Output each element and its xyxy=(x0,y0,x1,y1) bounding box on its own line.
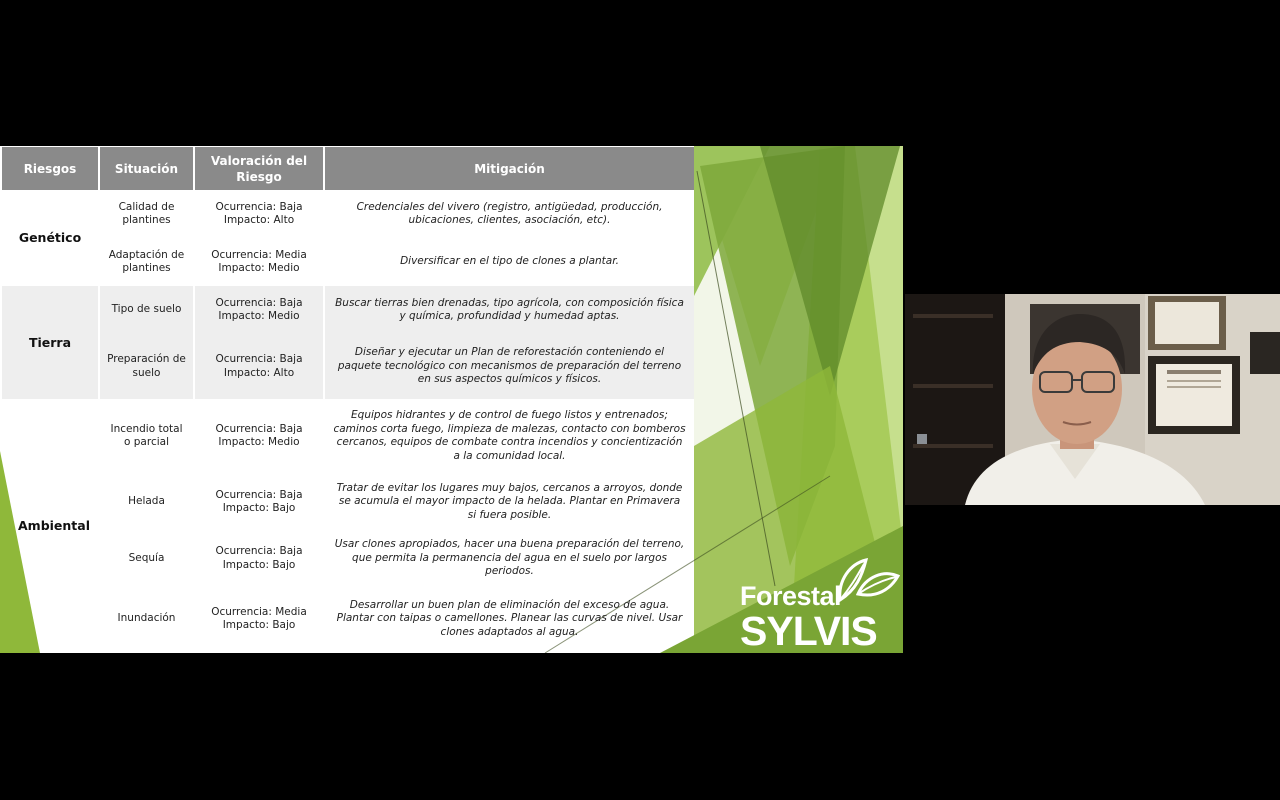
valoracion-cell xyxy=(194,473,324,531)
table-row xyxy=(2,531,694,586)
mitigacion-cell: Credenciales del vivero (registro, antigüedad, producción, ubicaciones, clientes, asociación, etc). xyxy=(356,200,663,226)
category-tierra: Tierra xyxy=(2,286,99,399)
table-row xyxy=(2,190,694,238)
risk-table xyxy=(2,147,694,652)
valoracion-cell xyxy=(194,531,324,586)
situacion-cell: Preparación de suelo xyxy=(99,334,194,399)
impacto-text: Impacto: Alto xyxy=(223,214,295,226)
situacion-cell: Helada xyxy=(99,473,194,531)
table-row xyxy=(2,473,694,531)
impacto-text: Impacto: Bajo xyxy=(222,558,296,571)
impacto-text: Impacto: Medio xyxy=(218,310,300,322)
logo-text-forestal: Forestal xyxy=(740,581,842,611)
impacto-text: Impacto: Alto xyxy=(223,366,295,379)
category-ambiental: Ambiental xyxy=(2,399,99,652)
table-header-row xyxy=(2,147,694,190)
mitigacion-cell: Diseñar y ejecutar un Plan de reforestación conteniendo el paquete tecnológico con mecanismos de preparación del terreno en sus aspectos químicos y físicos. xyxy=(324,334,694,399)
situacion-cell: Inundación xyxy=(99,586,194,652)
presenter-video[interactable] xyxy=(905,294,1280,505)
header-mitigacion: Mitigación xyxy=(324,147,694,190)
situacion-cell: Sequía xyxy=(99,531,194,586)
ocurrencia-text: Ocurrencia: Baja xyxy=(215,200,303,213)
situacion-cell: Adaptación de plantines xyxy=(99,238,194,286)
mitigacion-cell: Equipos hidrantes y de control de fuego listos y entrenados; caminos corta fuego, limpieza de malezas, contacto con bomberos cercanos, equipos de combate contra incendios y concientización a la comunidad local. xyxy=(333,409,686,462)
table-row xyxy=(2,334,694,399)
impacto-text: Impacto: Bajo xyxy=(222,619,296,631)
leaf-logo-icon xyxy=(836,554,900,604)
valoracion-cell xyxy=(194,586,324,652)
valoracion-cell xyxy=(194,334,324,399)
mitigacion-cell: Buscar tierras bien drenadas, tipo agrícola, con composición física y química, profundidad y humedad aptas. xyxy=(324,286,694,334)
ocurrencia-text: Ocurrencia: Media xyxy=(211,248,307,261)
ocurrencia-text: Ocurrencia: Baja xyxy=(215,422,303,435)
header-situacion: Situación xyxy=(99,147,194,190)
mitigacion-cell: Tratar de evitar los lugares muy bajos, cercanos a arroyos, donde se acumula el mayor impacto de la helada. Plantar en Primavera si fuera posible. xyxy=(336,481,683,521)
table-row xyxy=(2,399,694,473)
impacto-text: Impacto: Bajo xyxy=(222,502,296,514)
valoracion-cell xyxy=(194,190,324,238)
situacion-cell: Tipo de suelo xyxy=(99,286,194,334)
category-genetico: Genético xyxy=(2,190,99,286)
impacto-text: Impacto: Medio xyxy=(218,436,300,448)
mitigacion-cell: Desarrollar un buen plan de eliminación del exceso de agua. Plantar con taipas o camellones. Planear las curvas de nivel. Usar clones adaptados al agua. xyxy=(336,598,683,638)
valoracion-cell xyxy=(194,286,324,334)
ocurrencia-text: Ocurrencia: Baja xyxy=(215,488,303,501)
situacion-cell: Incendio total o parcial xyxy=(99,399,194,473)
shared-slide xyxy=(0,146,903,653)
ocurrencia-text: Ocurrencia: Baja xyxy=(215,545,303,557)
header-valoracion: Valoración del Riesgo xyxy=(194,147,324,190)
ocurrencia-text: Ocurrencia: Baja xyxy=(215,353,303,365)
header-riesgos: Riesgos xyxy=(2,147,99,190)
valoracion-cell xyxy=(194,399,324,473)
situacion-cell: Calidad de plantines xyxy=(99,190,194,238)
mitigacion-cell: Diversificar en el tipo de clones a plantar. xyxy=(400,255,619,268)
table-row xyxy=(2,286,694,334)
mitigacion-cell: Usar clones apropiados, hacer una buena preparación del terreno, que permita la permanencia del agua en el suelo por largos periodos. xyxy=(334,538,685,578)
logo-text-sylvis: SYLVIS xyxy=(740,608,877,653)
table-row xyxy=(2,586,694,652)
forestal-sylvis-logo xyxy=(738,576,903,653)
ocurrencia-text: Ocurrencia: Media xyxy=(211,605,307,618)
presenter-video-frame xyxy=(905,294,1280,505)
ocurrencia-text: Ocurrencia: Baja xyxy=(215,296,303,309)
valoracion-cell xyxy=(194,238,324,286)
table-row xyxy=(2,238,694,286)
impacto-text: Impacto: Medio xyxy=(218,262,300,274)
